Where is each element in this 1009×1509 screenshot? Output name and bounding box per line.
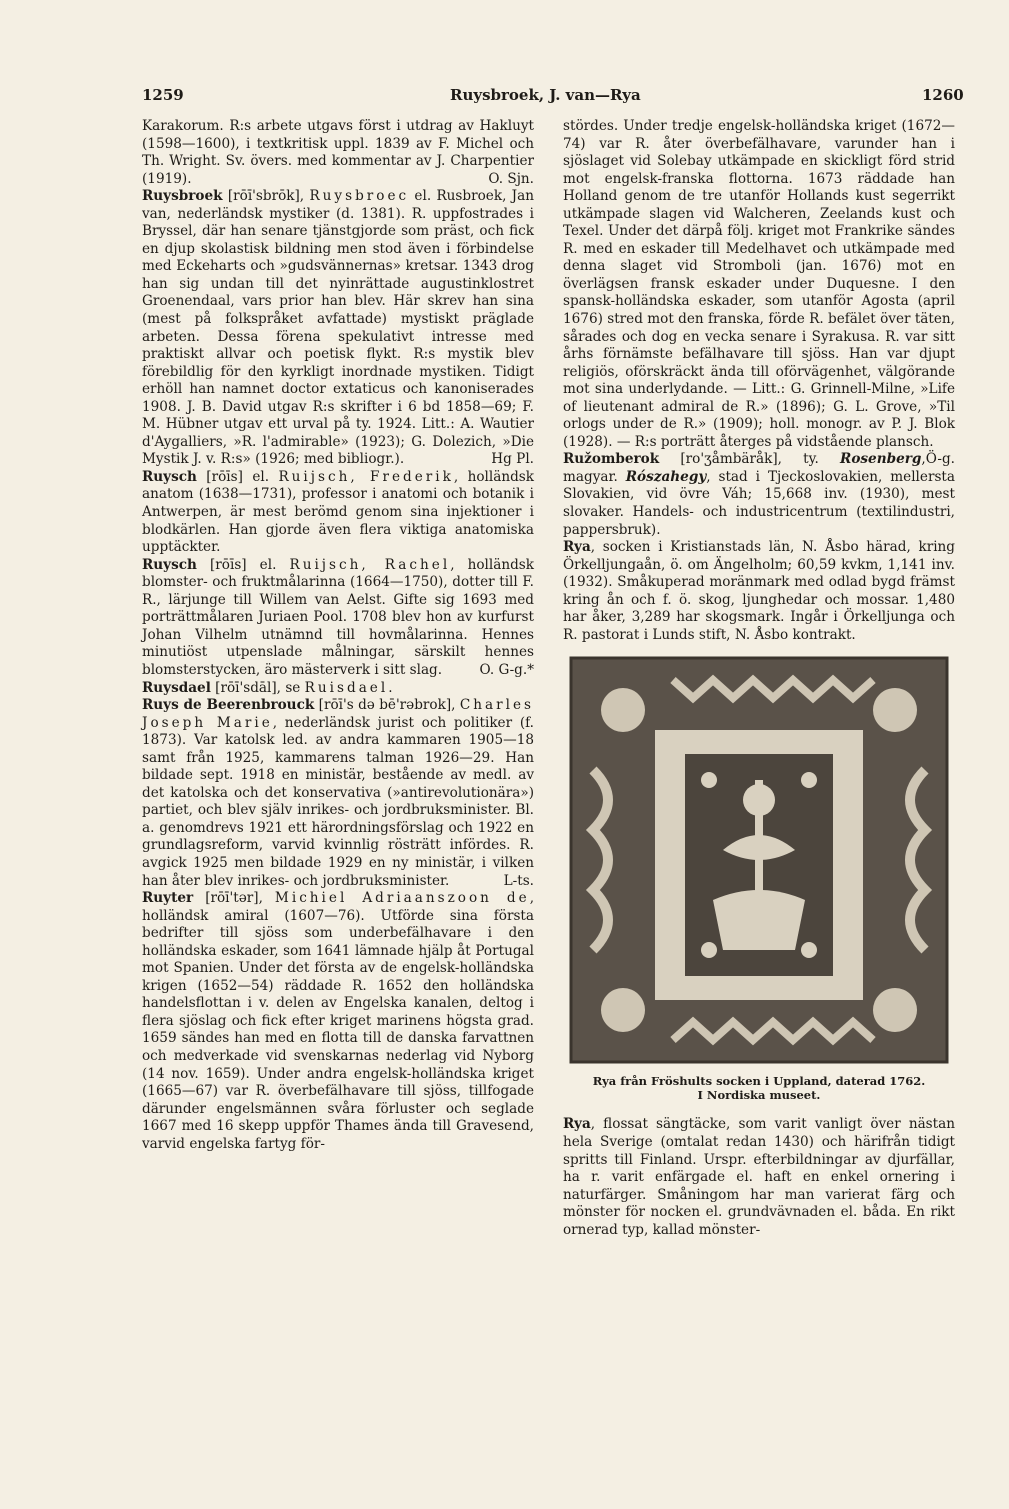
entry-pronunciation: [rōīs] el. — [196, 556, 290, 573]
entry-spaced-name: Michiel Adriaanszoon de — [274, 890, 530, 907]
entry-pronunciation: [rōīs] el. — [196, 468, 279, 485]
dictionary-entry — [142, 680, 534, 698]
right-column — [563, 118, 955, 1239]
dictionary-entry — [142, 188, 534, 469]
dictionary-entry — [142, 469, 534, 557]
right-column-entries — [563, 118, 955, 644]
entry-pronunciation: , magyar. — [563, 451, 926, 485]
headword: Ruysch — [142, 468, 197, 485]
entry-text: el. Rusbroek, Jan van, nederländsk mystiker (d. 1381). R. uppfostrades i Bryssel, där han senare tjänstgjorde som präst, och fick en djup skolastisk bildning men stod även i förbindelse med Eckeharts och »gudsvännernas» kretsar. 1343 drog han sig undan till det nyinrättade augustinklostret Groenendaal, vars prior han blev. Här skrev han sina (mest på folkspråket avfattade) mystiskt präglade arbeten. Dessa förena spekulativt intresse med praktiskt allvar och poetisk flykt. R:s mystik blev förebildlig för den kyrkligt inordnade mystiken. Tidigt erhöll han namnet doctor extaticus och kanoniserades 1908. J. B. David utgav R:s skrifter i 6 bd 1858—69; F. M. Hübner utgav ett urval på ty. 1924. Litt.: A. Wautier d'Aygalliers, »R. l'admirable» (1923); G. Dolezich, »Die Mystik J. v. R:s» (1926; med bibliogr.). — [142, 188, 534, 468]
entry-spaced-name: Ruysbroec — [309, 188, 410, 205]
headword: Ruysbroek — [142, 188, 223, 205]
dictionary-entry — [142, 697, 534, 890]
entry-text: , socken i Kristianstads län, N. Åsbo härad, kring Örkelljungaån, ö. om Ängelholm; 60,59 kvkm, 1,141 inv. (1932). Småkuperad moränmark med odlad bygd främst kring ån och f. ö. skog, ljunghedar och mossar. 1,480 har åker, 3,289 har skogsmark. Ingår i Örkelljunga och R. pastorat i Lunds stift, N. Åsbo kontrakt. — [563, 539, 955, 643]
entry-alt-name: Rosenberg — [840, 451, 922, 468]
dictionary-entry — [563, 539, 955, 644]
entry-text: , holländsk anatom (1638—1731), professor i anatomi och botanik i Antwerpen, är mest berömd genom sina injektioner i blodkärlen. Han gjorde även flera viktiga anatomiska upptäckter. — [142, 468, 534, 556]
headword: Rya — [563, 1116, 591, 1133]
page-number-right: 1260 — [922, 86, 964, 104]
entry-text: stördes. Under tredje engelsk-holländska kriget (1672—74) var R. åter överbefälhavare, varunder han i sjöslaget vid Solebay utkämpade en skickligt förd strid mot engelsk-franska flottorna. 1673 räddade han Holland genom de tre utanför Hollands kust segerrikt utkämpade slagen vid Walcheren, Zeelands kust och Texel. Under det därpå följ. kriget mot Frankrike sändes R. med en eskader till Medelhavet och utkämpade med denna slaget vid Stromboli (jan. 1676) mot en överlägsen fransk eskader under Duquesne. I den spansk-holländska eskader, som utanför Agosta (april 1676) stred mot den franska, förde R. befälet över täten, sårades och dog en vecka senare i Syrakusa. R. var sitt århs förnämste befälhavare till sjöss. Han var djupt religiös, oförskräckt ända till oförvägenhet, välgörande mot sina underlydande. — Litt.: G. Grinnell-Milne, »Life of lieutenant admiral de R.» (1896); G. L. Grove, »Til orlogs under de R.» (1909); holl. monogr. av P. J. Blok (1928). — R:s porträtt återges på vidstående plansch. — [563, 118, 955, 450]
rug-illustration — [563, 650, 955, 1070]
entry-text: , nederländsk jurist och politiker (f. 1873). Var katolsk led. av andra kammaren 1905—18 samt från 1925, kammarens talman 1926—29. Han bildade sept. 1918 en ministär, bestående av medl. av det katolska och det konservativa (»antirevolutionära») partiet, och blev själv inrikes- och jordbruksminister. Bl. a. genomdrevs 1921 ett härordningsförslag och 1922 en grundlagsreform, varvid kvinnlig rösträtt infördes. R. avgick 1925 men bildade 1929 en ny ministär, i vilken han åter blev inrikes- och jordbruksminister. — [142, 714, 534, 889]
headword: Ruyter — [142, 890, 194, 907]
caption-line-2: I Nordiska museet. — [697, 1088, 821, 1103]
entry-alt-name: Rószahegy — [625, 468, 707, 485]
caption-line-1: Rya från Fröshults socken i Uppland, daterad 1762. — [592, 1074, 926, 1089]
entry-pronunciation: [rōī's də bē'rəbrok], — [314, 697, 460, 714]
headword: Rya — [563, 539, 591, 556]
entry-rya-textile — [563, 1116, 955, 1239]
headword: Ružomberok — [563, 451, 660, 468]
entry-text: , holländsk blomster- och fruktmålarinna (1664—1750), dotter till F. R., lärjunge till Willem van Aelst. Gifte sig 1693 med porträttmålaren Juriaen Pool. 1708 blev hon av kurfurst Johan Vilhelm utnämnd till hovmålarinna. Hennes minutiöst utpenslade målningar, särskilt hennes blomsterstycken, äro mästerverk i sitt slag. — [142, 556, 534, 678]
headword: Ruys de Beerenbrouck — [142, 697, 315, 714]
page-number-left: 1259 — [142, 86, 184, 104]
dictionary-entry — [142, 118, 534, 188]
entry-text: . — [388, 679, 393, 696]
running-title: Ruysbroek, J. van—Rya — [450, 86, 641, 104]
entry-pronunciation: [rōī'sdāl], se — [210, 679, 305, 696]
entry-text: Karakorum. R:s arbete utgavs först i utdrag av Hakluyt (1598—1600), i textkritisk uppl. 1839 av F. Michel och Th. Wright. Sv. övers. med kommentar av J. Charpentier (1919). — [142, 118, 534, 187]
left-column — [142, 118, 534, 1153]
author-signature: Ö-g. — [925, 451, 955, 468]
entry-spaced-name: Charles Joseph Marie — [142, 697, 534, 731]
author-signature: O. G-g.* — [479, 661, 534, 678]
author-signature: L-ts. — [503, 872, 534, 889]
dictionary-entry — [142, 890, 534, 1153]
dictionary-entry — [142, 557, 534, 680]
entry-pronunciation: [rōī'sbrōk], — [222, 188, 310, 205]
figure-caption — [563, 1074, 955, 1102]
entry-spaced-name: Ruisdael — [304, 679, 389, 696]
entry-text: , holländsk amiral (1607—76). Utförde sina första bedrifter till sjöss som underbefälhavare i den holländska eskader, som 1641 lämnade hjälp åt Portugal mot Spanien. Under det första av de engelsk-holländska krigen (1652—54) räddade R. 1652 den holländska handelsflottan i v. delen av Engelska kanalen, deltog i flera sjöslag och fick efter kriget marinens högsta grad. 1659 sändes han med en flotta till de danska farvattnen och medverkade vid svenskarnas nederlag vid Nyborg (14 nov. 1659). Under andra engelsk-holländska kriget (1665—67) var R. överbefälhavare till sjöss, tillfogade därunder engelsmännen svåra förluster och seglade 1667 med 16 skepp uppför Thames ända till Gravesend, varvid engelska fartyg för- — [142, 890, 535, 1152]
entry-pronunciation: [rōī'tər], — [193, 890, 275, 907]
entry-pronunciation: [ro'ʒåmbäråk], ty. — [659, 451, 841, 468]
entry-spaced-name: Ruijsch, Frederik — [278, 468, 454, 485]
author-signature: Hg Pl. — [491, 451, 534, 468]
entry-text: , flossat sängtäcke, som varit vanligt över nästan hela Sverige (omtalat redan 1430) och härifrån tidigt spritts till Finland. Urspr. efterbildningar av djurfällar, ha r. varit enfärgade el. haft en enkel ornering i naturfärger. Småningom har man varierat färg och mönster för nocken el. grundvävnaden el. båda. En rikt ornerad typ, kallad mönster- — [563, 1116, 955, 1238]
author-signature: O. Sjn. — [488, 170, 534, 187]
entry-text: , stad i Tjeckoslovakien, mellersta Slovakien, vid övre Váh; 15,668 inv. (1930), mest slovaker. Handels- och industricentrum (textilindustri, pappersbruk). — [563, 468, 955, 538]
headword: Ruysch — [142, 556, 197, 573]
entry-spaced-name: Ruijsch, Rachel — [289, 556, 451, 573]
rya-rug-image — [563, 650, 955, 1070]
headword: Ruysdael — [142, 679, 211, 696]
dictionary-entry — [563, 451, 955, 539]
